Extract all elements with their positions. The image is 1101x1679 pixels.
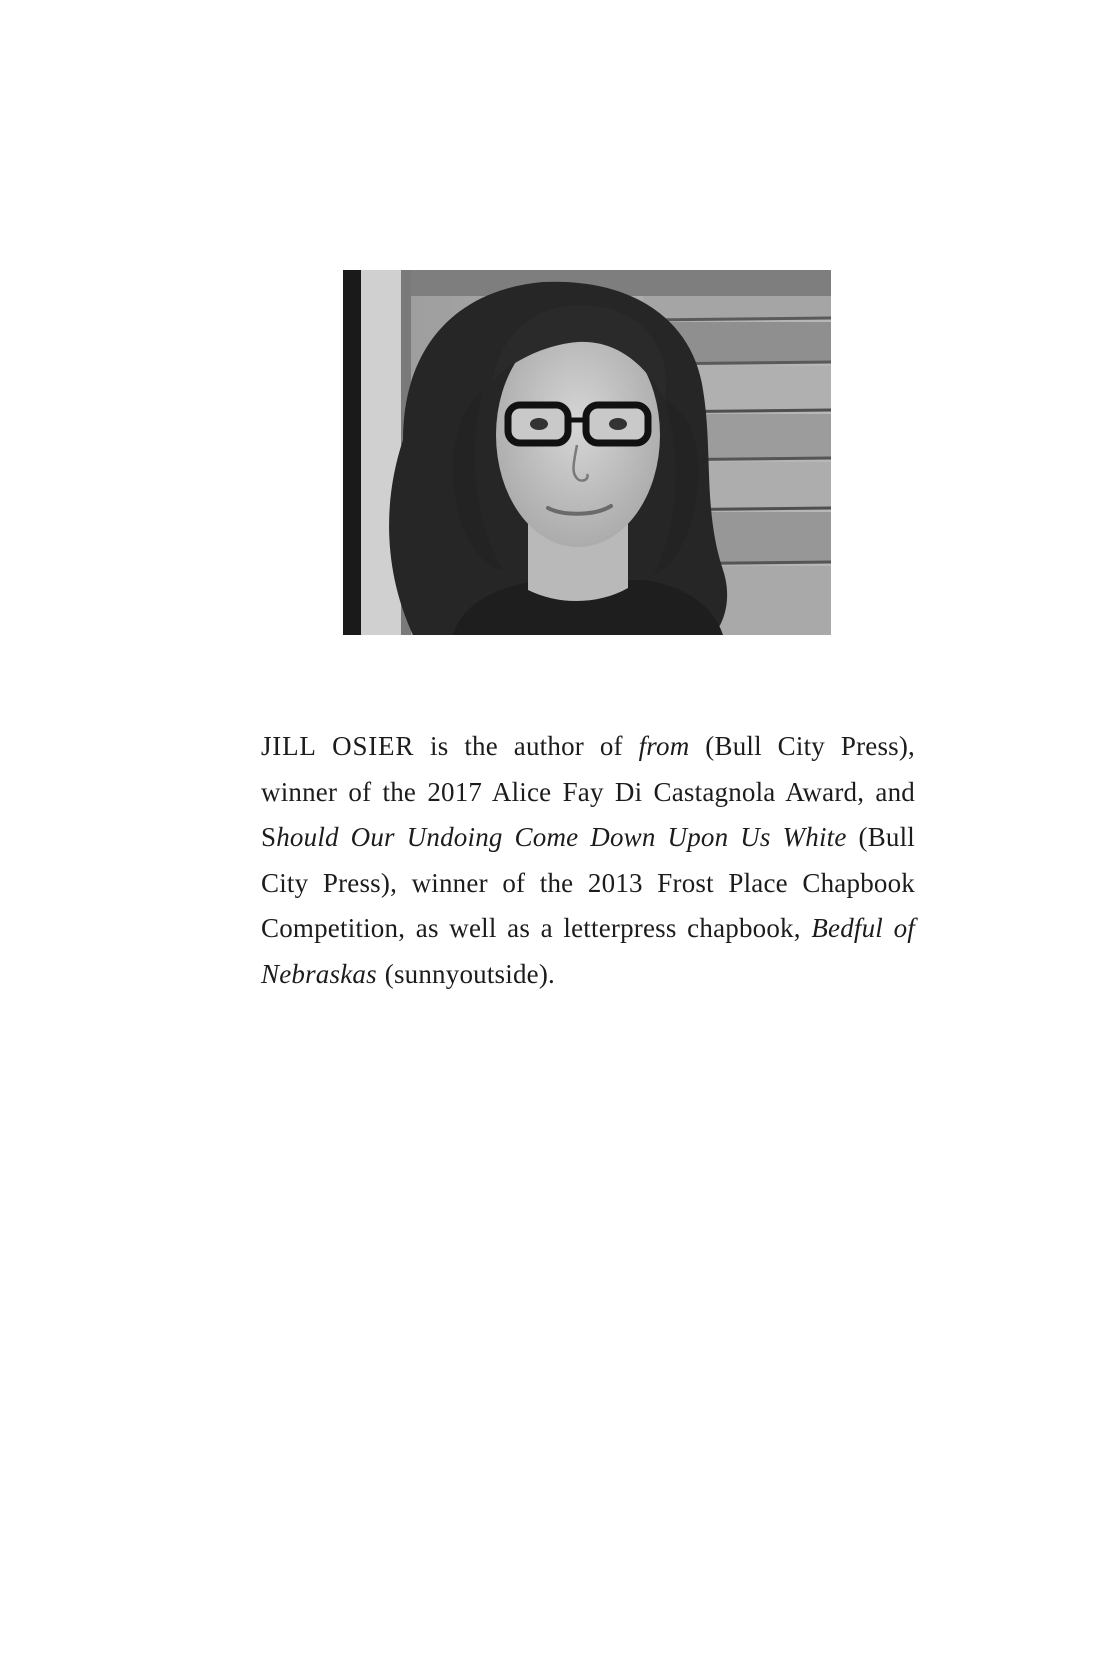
author-portrait-image xyxy=(343,270,831,635)
author-name: JILL OSIER xyxy=(261,731,415,761)
book-title-should-our-undoing: hould Our Undoing Come Down Upon Us White xyxy=(276,822,847,852)
author-bio xyxy=(261,724,915,997)
bio-text-1: is the author of xyxy=(414,731,639,761)
bio-text-2: (Bull City Press), winner of the 2017 Alice Fay Di Castagnola Award, and S xyxy=(261,731,916,852)
book-title-bedful-of-nebraskas: Bedful of Nebraskas xyxy=(261,913,915,989)
bio-text-4: (sunnyoutside). xyxy=(376,958,555,989)
author-photo xyxy=(343,270,831,635)
book-title-from: from xyxy=(638,731,690,761)
bio-text-3: (Bull City Press), winner of the 2013 Frost Place Chapbook Competition, as well as a letterpress chapbook, xyxy=(261,822,915,943)
